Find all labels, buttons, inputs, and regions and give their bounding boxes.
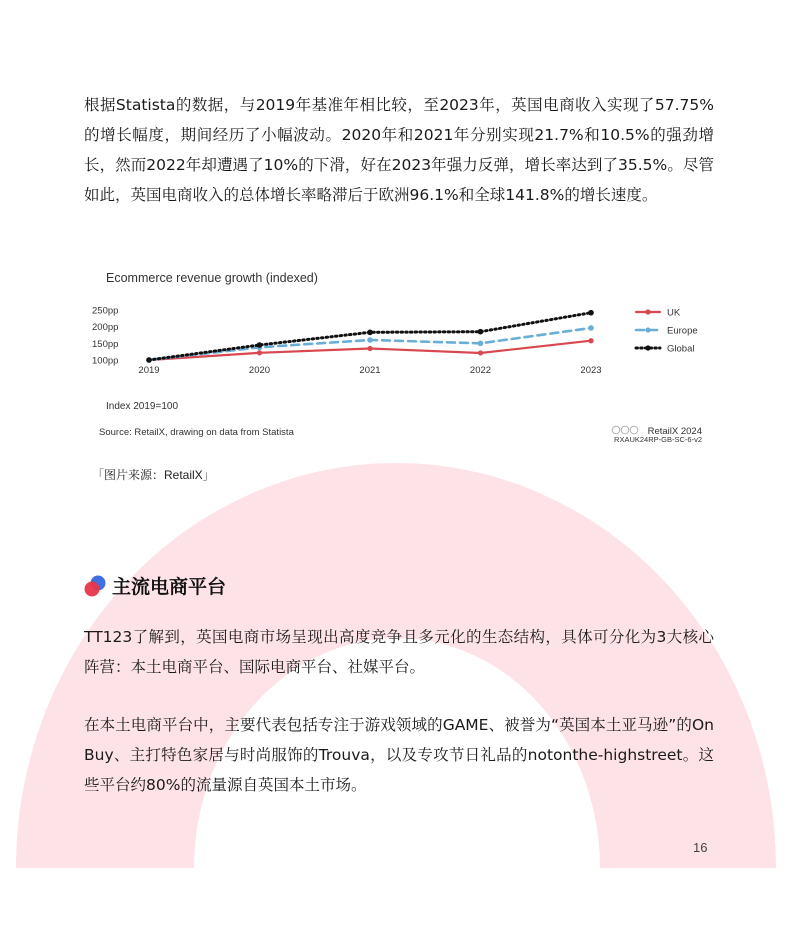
legend-marker-uk: [645, 309, 650, 314]
data-point-global: [367, 330, 373, 336]
data-point-global: [146, 357, 152, 363]
chart-note: Index 2019=100: [106, 401, 179, 412]
section-bullet-icon: [84, 574, 106, 598]
data-point-europe: [478, 341, 484, 347]
copyright-icon: [612, 426, 638, 434]
data-point-uk: [367, 346, 372, 351]
legend-label-uk: UK: [667, 307, 681, 319]
data-point-europe: [588, 325, 594, 331]
data-point-global: [257, 342, 263, 348]
x-tick-label: 2022: [469, 365, 492, 376]
chart-source: Source: RetailX, drawing on data from Statista: [99, 427, 294, 438]
y-tick-label: 250pp: [92, 305, 119, 317]
revenue-growth-chart: [84, 262, 714, 447]
page-number: 16: [693, 840, 708, 855]
y-tick-label: 100pp: [92, 355, 119, 367]
chart-canvas: [84, 262, 714, 447]
overview-paragraph: TT123了解到，英国电商市场呈现出高度竞争且多元化的生态结构，具体可分化为3大核心阵营：本土电商平台、国际电商平台、社媒平台。: [84, 628, 714, 676]
y-tick-label: 200pp: [92, 322, 119, 334]
data-point-uk: [257, 350, 262, 355]
data-point-global: [478, 329, 484, 335]
data-point-uk: [478, 350, 483, 355]
section-heading: [84, 572, 226, 599]
x-tick-label: 2019: [138, 365, 160, 376]
local-platforms-paragraph: 在本土电商平台中，主要代表包括专注于游戏领域的GAME、被誉为“英国本土亚马逊”的OnBuy、主打特色家居与时尚服饰的Trouva，以及专攻节日礼品的notonthe-highstreet。这些平台约80%的流量源自英国本土市场。: [84, 716, 714, 794]
legend-label-europe: Europe: [667, 325, 698, 337]
data-point-europe: [367, 337, 373, 343]
data-point-global: [588, 310, 594, 316]
intro-paragraph: 根据Statista的数据，与2019年基准年相比较，至2023年，英国电商收入实现了57.75%的增长幅度，期间经历了小幅波动。2020年和2021年分别实现21.7%和10.5%的强劲增长，然而2022年却遭遇了10%的下滑，好在2023年强力反弹，增长率达到了35.5%。尽管如此，英国电商收入的总体增长率略滞后于欧洲96.1%和全球141.8%的增长速度。: [84, 96, 714, 204]
legend-label-global: Global: [667, 343, 695, 355]
chart-brand: RetailX 2024: [647, 426, 702, 437]
x-tick-label: 2020: [248, 365, 271, 376]
legend-marker-global: [645, 345, 650, 350]
x-tick-label: 2023: [580, 365, 602, 376]
chart-title: Ecommerce revenue growth (indexed): [106, 271, 318, 285]
chart-code: RXAUK24RP-GB-SC-6-v2: [614, 435, 702, 444]
y-tick-label: 150pp: [92, 338, 119, 350]
legend-marker-europe: [645, 327, 650, 332]
x-tick-label: 2021: [359, 365, 381, 376]
section-title: 主流电商平台: [112, 576, 227, 598]
data-point-uk: [588, 338, 593, 343]
image-caption: 「图片来源：RetailX」: [92, 468, 215, 482]
